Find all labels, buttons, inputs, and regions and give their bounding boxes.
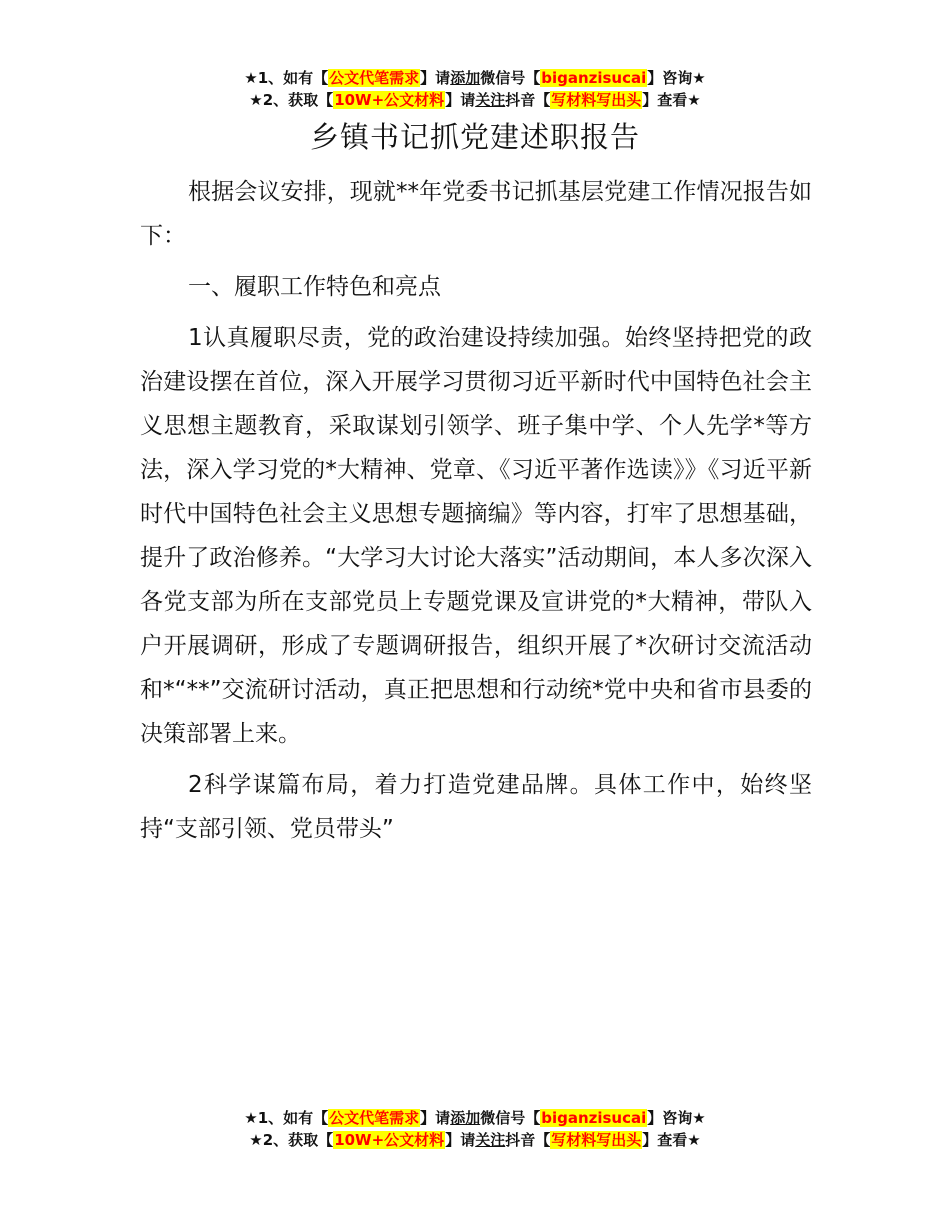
banner-underlined-text: 添加 — [450, 1109, 481, 1127]
banner-text: ★1、如有【 — [244, 69, 329, 87]
top-banner — [0, 67, 950, 111]
banner-highlight-douyin: 写材料写出头 — [551, 91, 642, 109]
paragraph-party-brand: 2科学谋篇布局，着力打造党建品牌。具体工作中，始终坚持“支部引领、党员带头” — [140, 772, 812, 842]
banner-underlined-text: 关注 — [475, 91, 506, 109]
banner-line-2 — [0, 89, 950, 111]
banner-highlight-materials: 10W+公文材料 — [334, 1131, 445, 1149]
section-heading: 一、履职工作特色和亮点 — [188, 274, 441, 300]
banner-text: 微信号【 — [480, 69, 541, 87]
banner-underlined-text: 添加 — [450, 69, 481, 87]
banner-line-2 — [0, 1129, 950, 1151]
banner-text: ★1、如有【 — [244, 1109, 329, 1127]
banner-text: 微信号【 — [480, 1109, 541, 1127]
bottom-banner — [0, 1107, 950, 1151]
banner-text: 】咨询★ — [647, 69, 706, 87]
paragraph-political-construction: 1认真履职尽责，党的政治建设持续加强。始终坚持把党的政治建设摆在首位，深入开展学习贯彻习近平新时代中国特色社会主义思想主题教育，采取谋划引领学、班子集中学、个人先学*等方法，深入学习党的*大精神、党章、《习近平著作选读》》《习近平新时代中国特色社会主义思想专题摘编》等内容，打牢了思想基础，提升了政治修养。“大学习大讨论大落实”活动期间，本人多次深入各党支部为所在支部党员上专题党课及宣讲党的*大精神，带队入户开展调研，形成了专题调研报告，组织开展了*次研讨交流活动和*“**”交流研讨活动，真正把思想和行动统*党中央和省市县委的决策部署上来。 — [140, 325, 812, 747]
banner-text: 】请 — [420, 69, 451, 87]
document-body — [140, 170, 812, 858]
banner-text: 】查看★ — [642, 1131, 701, 1149]
banner-highlight-service: 公文代笔需求 — [329, 1109, 420, 1127]
banner-text: ★2、获取【 — [249, 91, 334, 109]
banner-text: 抖音【 — [505, 1131, 551, 1149]
banner-text: 】请 — [445, 91, 476, 109]
banner-highlight-wechat-id: biganzisucai — [541, 1109, 647, 1127]
paragraph-intro: 根据会议安排，现就**年党委书记抓基层党建工作情况报告如下： — [140, 179, 812, 249]
banner-text: 抖音【 — [505, 91, 551, 109]
banner-underlined-text: 关注 — [475, 1131, 506, 1149]
banner-highlight-service: 公文代笔需求 — [329, 69, 420, 87]
banner-text: 】请 — [445, 1131, 476, 1149]
banner-highlight-wechat-id: biganzisucai — [541, 69, 647, 87]
banner-line-1 — [0, 67, 950, 89]
banner-highlight-douyin: 写材料写出头 — [551, 1131, 642, 1149]
banner-line-1 — [0, 1107, 950, 1129]
banner-highlight-materials: 10W+公文材料 — [334, 91, 445, 109]
banner-text: ★2、获取【 — [249, 1131, 334, 1149]
banner-text: 】咨询★ — [647, 1109, 706, 1127]
banner-text: 】请 — [420, 1109, 451, 1127]
banner-text: 】查看★ — [642, 91, 701, 109]
document-title: 乡镇书记抓党建述职报告 — [309, 120, 640, 154]
